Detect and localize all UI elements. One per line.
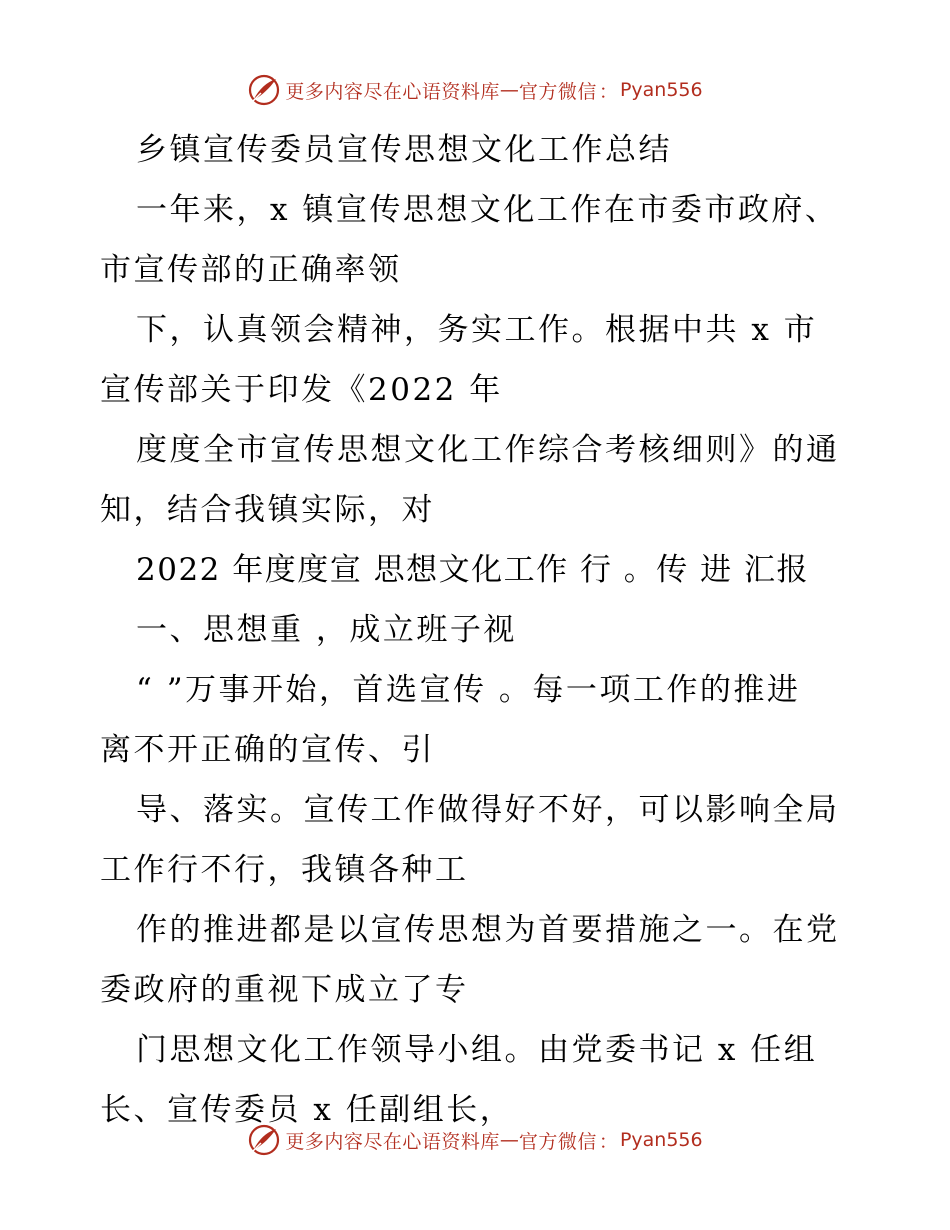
footer-banner <box>0 1120 950 1160</box>
banner-wechat-label: 官方微信 <box>518 1130 597 1153</box>
banner-wechat-label: 官方微信 <box>518 80 597 103</box>
document-title: 乡镇宣传委员宣传思想文化工作总结 <box>136 132 672 168</box>
banner-lead-text: 更多内容尽在心语资料库 <box>285 80 500 103</box>
feather-quill-logo-icon <box>247 73 281 107</box>
paragraph-line: 门思想文化工作领导小组。由党委书记 x 任组 <box>136 1032 818 1068</box>
paragraph-line: 一年来，x 镇宣传思想文化工作在市委市政府、 <box>136 192 839 228</box>
section-heading: 一、思想重 ，成立班子视 <box>136 612 517 648</box>
document-body <box>100 120 860 1140</box>
paragraph-line: 委政府的重视下成立了专 <box>100 972 469 1008</box>
banner-dash: — <box>499 1129 519 1151</box>
paragraph-line: 知，结合我镇实际，对 <box>100 492 435 528</box>
banner-wechat-id: Pyan556 <box>619 79 703 101</box>
paragraph-line: 宣传部关于印发《2022 年 <box>100 372 503 408</box>
banner-separator: ： <box>598 1130 618 1153</box>
paragraph-line: 作的推进都是以宣传思想为首要措施之一。在党 <box>136 912 840 948</box>
header-banner <box>0 70 950 110</box>
paragraph-line: 离不开正确的宣传、引 <box>100 732 435 768</box>
paragraph-line: 下，认真领会精神，务实工作。根据中共 x 市 <box>136 312 818 348</box>
banner-lead-text: 更多内容尽在心语资料库 <box>285 1130 500 1153</box>
banner-separator: ： <box>598 80 618 103</box>
feather-quill-logo-icon <box>247 1123 281 1157</box>
paragraph-line: 市宣传部的正确率领 <box>100 252 402 288</box>
paragraph-line: 度度全市宣传思想文化工作综合考核细则》的通 <box>136 432 840 468</box>
paragraph-line: 长、宣传委员 x 任副组长， <box>100 1092 514 1128</box>
banner-wechat-id: Pyan556 <box>619 1129 703 1151</box>
paragraph-line: 2022 年度度宣 思想文化工作 行 。传 进 汇报 <box>136 552 810 588</box>
paragraph-line: “ ”万事开始，首选宣传 。每一项工作的推进 <box>136 672 801 708</box>
banner-dash: — <box>499 79 519 101</box>
paragraph-line: 导、落实。宣传工作做得好不好，可以影响全局 <box>136 792 840 828</box>
paragraph-line: 工作行不行，我镇各种工 <box>100 852 469 888</box>
